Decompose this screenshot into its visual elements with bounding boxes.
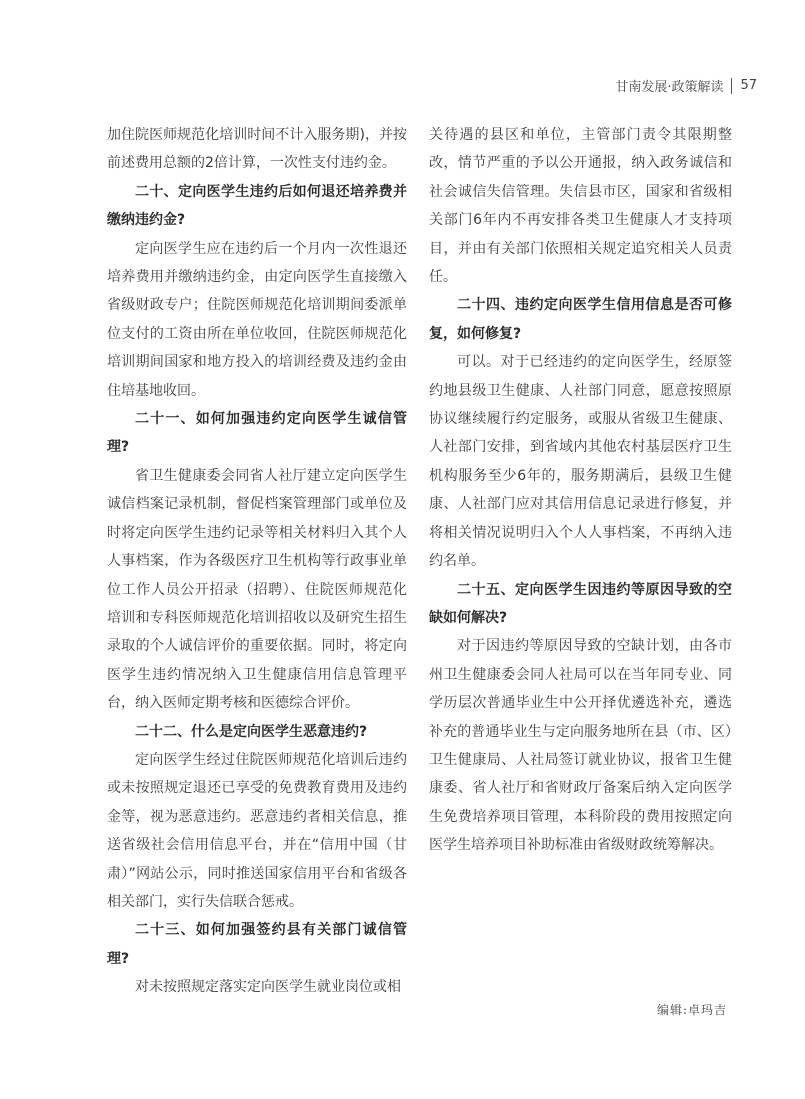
question-heading: 二十、定向医学生违约后如何退还培养费并缴纳违约金? [107,183,407,229]
question-heading: 二十三、如何加强签约县有关部门诚信管理? [107,922,407,967]
paragraph: 定向医学生经过住院医师规范化培训后违约或未按照规定退还已享受的免费教育费用及违约金等，视为恶意违约。恶意违约者相关信息，推送省级社会信用信息平台，并在“信用中国（甘肃）”网站公示，同时推送国家信用平台和省级各相关部门，实行失信联合惩戒。 [107,751,407,910]
page-number: 57 [740,78,757,93]
paragraph: 定向医学生应在违约后一个月内一次性退还培养费用并缴纳违约金，由定向医学生直接缴入省级财政专户；住院医师规范化培训期间委派单位支付的工资由所在单位收回，住院医师规范化培训期间国家和地方投入的培训经费及违约金由住培基地收回。 [107,240,407,399]
editor-credit: 编辑:卓玛吉 [656,1003,727,1017]
left-column [107,121,407,1002]
question-heading: 二十五、定向医学生因违约等原因导致的空缺如何解决? [429,581,732,626]
paragraph: 对于因违约等原因导致的空缺计划，由各市州卫生健康委会同人社局可以在当年同专业、同学历层次普通毕业生中公开择优遴选补充，遴选补充的普通毕业生与定向服务地所在县（市、区）卫生健康局、人社局签订就业协议，报省卫生健康委、省人社厅和省财政厅备案后纳入定向医学生免费培养项目管理，本科阶段的费用按照定向医学生培养项目补助标准由省级财政统筹解决。 [429,638,732,854]
paragraph: 省卫生健康委会同省人社厅建立定向医学生诚信档案记录机制，督促档案管理部门或单位及时将定向医学生违约记录等相关材料归入其个人人事档案，作为各级医疗卫生机构等行政事业单位工作人员公开招录（招聘）、住院医师规范化培训和专科医师规范化培训招收以及研究生招生录取的个人诚信评价的重要依据。同时，将定向医学生违约情况纳入卫生健康信用信息管理平台，纳入医师定期考核和医德综合评价。 [107,467,407,712]
paragraph: 关待遇的县区和单位，主管部门责令其限期整改，情节严重的予以公开通报，纳入政务诚信和社会诚信失信管理。失信县市区，国家和省级相关部门6年内不再安排各类卫生健康人才支持项目，并由有关部门依照相关规定追究相关人员责任。 [429,127,732,286]
paragraph: 可以。对于已经违约的定向医学生，经原签约地县级卫生健康、人社部门同意，愿意按照原协议继续履行约定服务，或服从省级卫生健康、人社部门安排，到省域内其他农村基层医疗卫生机构服务至少6年的，服务期满后，县级卫生健康、人社部门应对其信用信息记录进行修复，并将相关情况说明归入个人人事档案，不再纳入违约名单。 [429,354,732,570]
page-header [615,76,757,95]
header-divider [731,78,732,94]
question-heading: 二十一、如何加强违约定向医学生诚信管理? [107,411,407,456]
right-column [429,121,732,860]
paragraph: 对未按照规定落实定向医学生就业岗位或相 [135,979,401,996]
paragraph: 加住院医师规范化培训时间不计入服务期)，并按前述费用总额的2倍计算，一次性支付违约金。 [107,127,407,172]
section-title: 甘南发展·政策解读 [615,80,724,95]
question-heading: 二十四、违约定向医学生信用信息是否可修复，如何修复? [429,297,732,342]
question-heading: 二十二、什么是定向医学生恶意违约? [135,723,368,740]
